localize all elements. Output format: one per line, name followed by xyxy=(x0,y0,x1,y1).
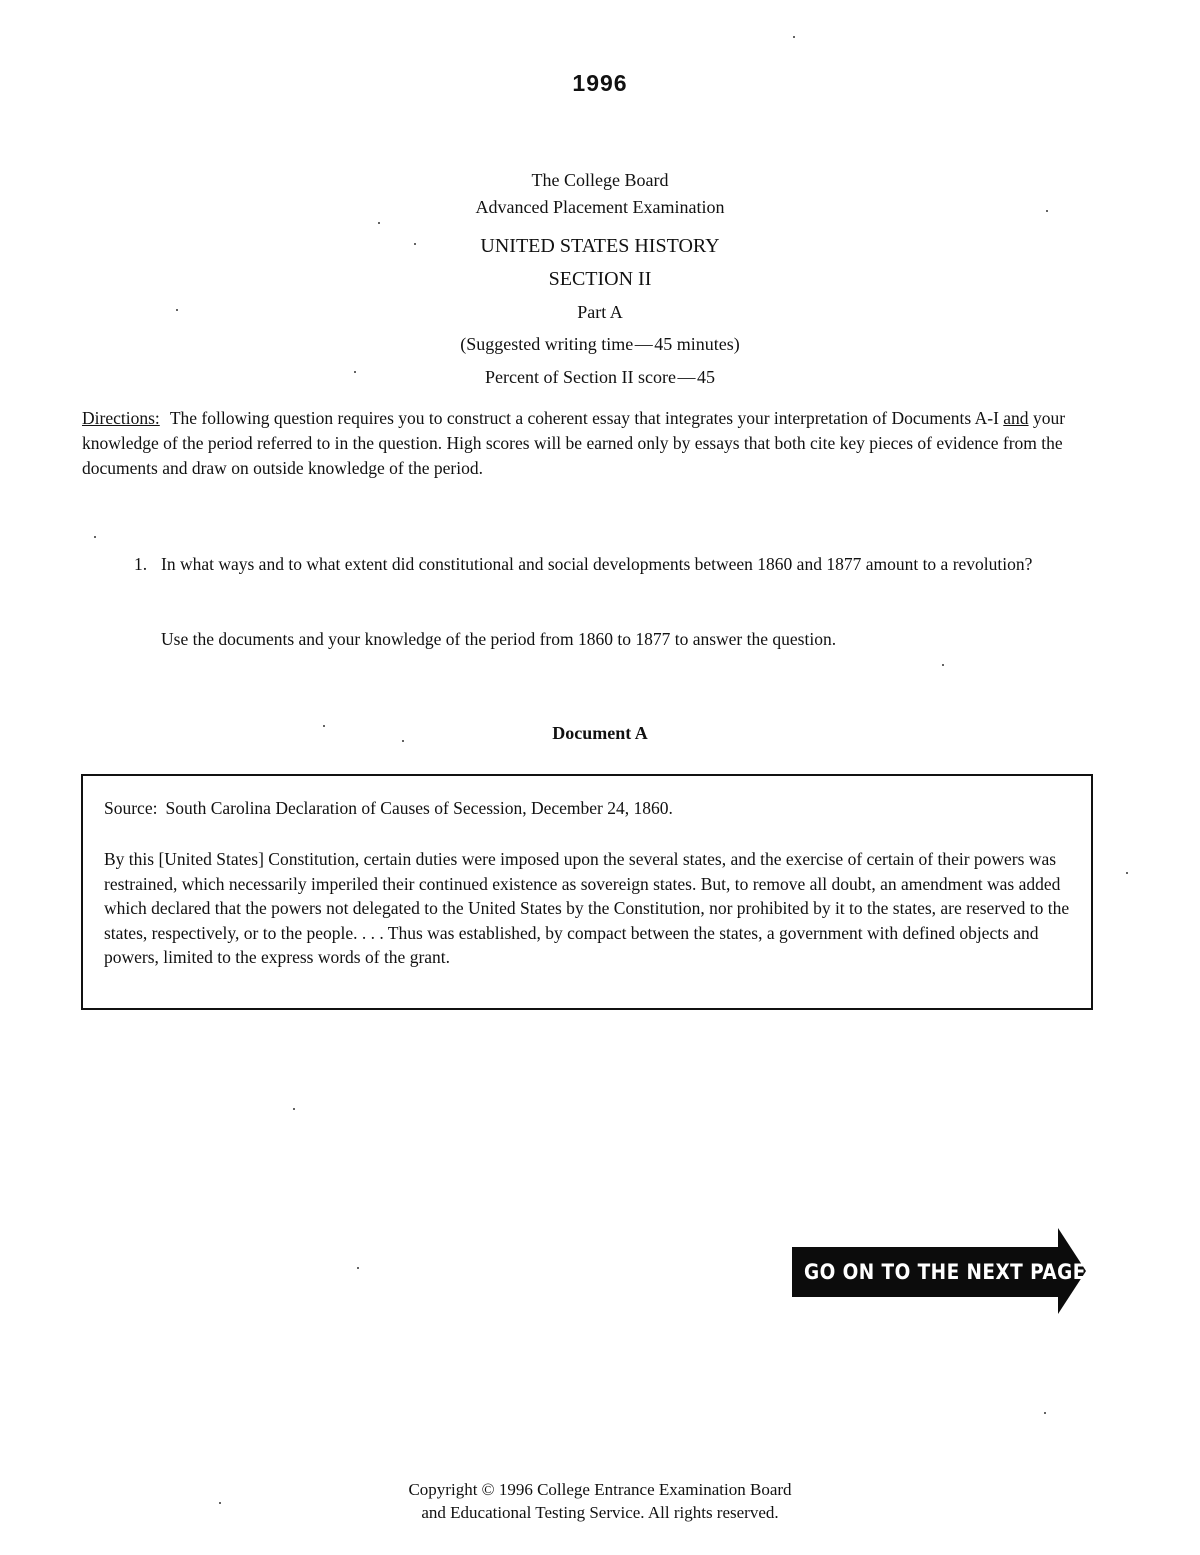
scan-speck xyxy=(1044,1412,1046,1414)
scan-speck xyxy=(357,1267,359,1269)
section-title: SECTION II xyxy=(548,268,652,290)
document-body: By this [United States] Constitution, certain duties were imposed upon the several states, and the exercise of certain of their powers was restrained, which necessarily imperiled their continued existence as sovereign states. But, to remove all doubt, an amendment was added which declared that the powers not delegated to the United States by the Constitution, nor prohibited by it to the states, are reserved to the states, respectively, or to the people. . . . Thus was established, by compact between the states, a government with defined objects and powers, limited to the express words of the grant. xyxy=(104,849,1070,967)
directions-paragraph xyxy=(82,406,1102,481)
question-text: In what ways and to what extent did constitutional and social developments between 1860 and 1877 amount to a revolution? xyxy=(161,554,1033,574)
scan-speck xyxy=(293,1108,295,1110)
exam-year: 1996 xyxy=(572,70,628,96)
scan-speck xyxy=(1046,210,1048,212)
document-title: Document A xyxy=(552,723,648,743)
scan-speck xyxy=(176,309,178,311)
directions-and: and xyxy=(1003,408,1029,428)
copyright-line-2: and Educational Testing Service. All rights reserved. xyxy=(421,1503,779,1522)
scan-speck xyxy=(378,222,380,224)
scan-speck xyxy=(402,740,404,742)
scan-speck xyxy=(793,36,795,38)
exam-name: Advanced Placement Examination xyxy=(475,197,725,217)
scan-speck xyxy=(219,1502,221,1504)
subject-title: UNITED STATES HISTORY xyxy=(480,235,720,257)
scan-speck xyxy=(354,371,356,373)
scan-speck xyxy=(942,664,944,666)
document-source-label: Source: xyxy=(104,798,158,818)
question-1 xyxy=(134,552,1034,577)
next-page-banner xyxy=(792,1228,1092,1314)
next-page-label: GO ON TO THE NEXT PAGE xyxy=(804,1260,1086,1284)
document-source-text: South Carolina Declaration of Causes of Secession, December 24, 1860. xyxy=(165,798,673,818)
directions-label: Directions: xyxy=(82,408,160,428)
copyright-line-1: Copyright © 1996 College Entrance Examination Board xyxy=(408,1480,792,1499)
scan-speck xyxy=(414,243,416,245)
document-source xyxy=(104,798,673,819)
directions-text-a: The following question requires you to construct a coherent essay that integrates your interpretation of Documents A-I xyxy=(169,408,999,428)
document-box xyxy=(81,774,1093,1010)
scan-speck xyxy=(1126,872,1128,874)
directions-text-b: your knowledge of the period referred to in the question. High scores will be earned only by essays that both cite key pieces of evidence from the documents and draw on outside knowledge of the period. xyxy=(82,408,1066,478)
scan-speck xyxy=(94,536,96,538)
publisher-name: The College Board xyxy=(531,170,669,190)
scan-speck xyxy=(323,725,325,727)
writing-time: (Suggested writing time — 45 minutes) xyxy=(460,334,740,354)
part-title: Part A xyxy=(577,302,623,322)
question-number: 1. xyxy=(134,554,148,574)
question-instruction: Use the documents and your knowledge of the period from 1860 to 1877 to answer the question. xyxy=(161,629,837,649)
score-percent: Percent of Section II score — 45 xyxy=(485,367,715,387)
